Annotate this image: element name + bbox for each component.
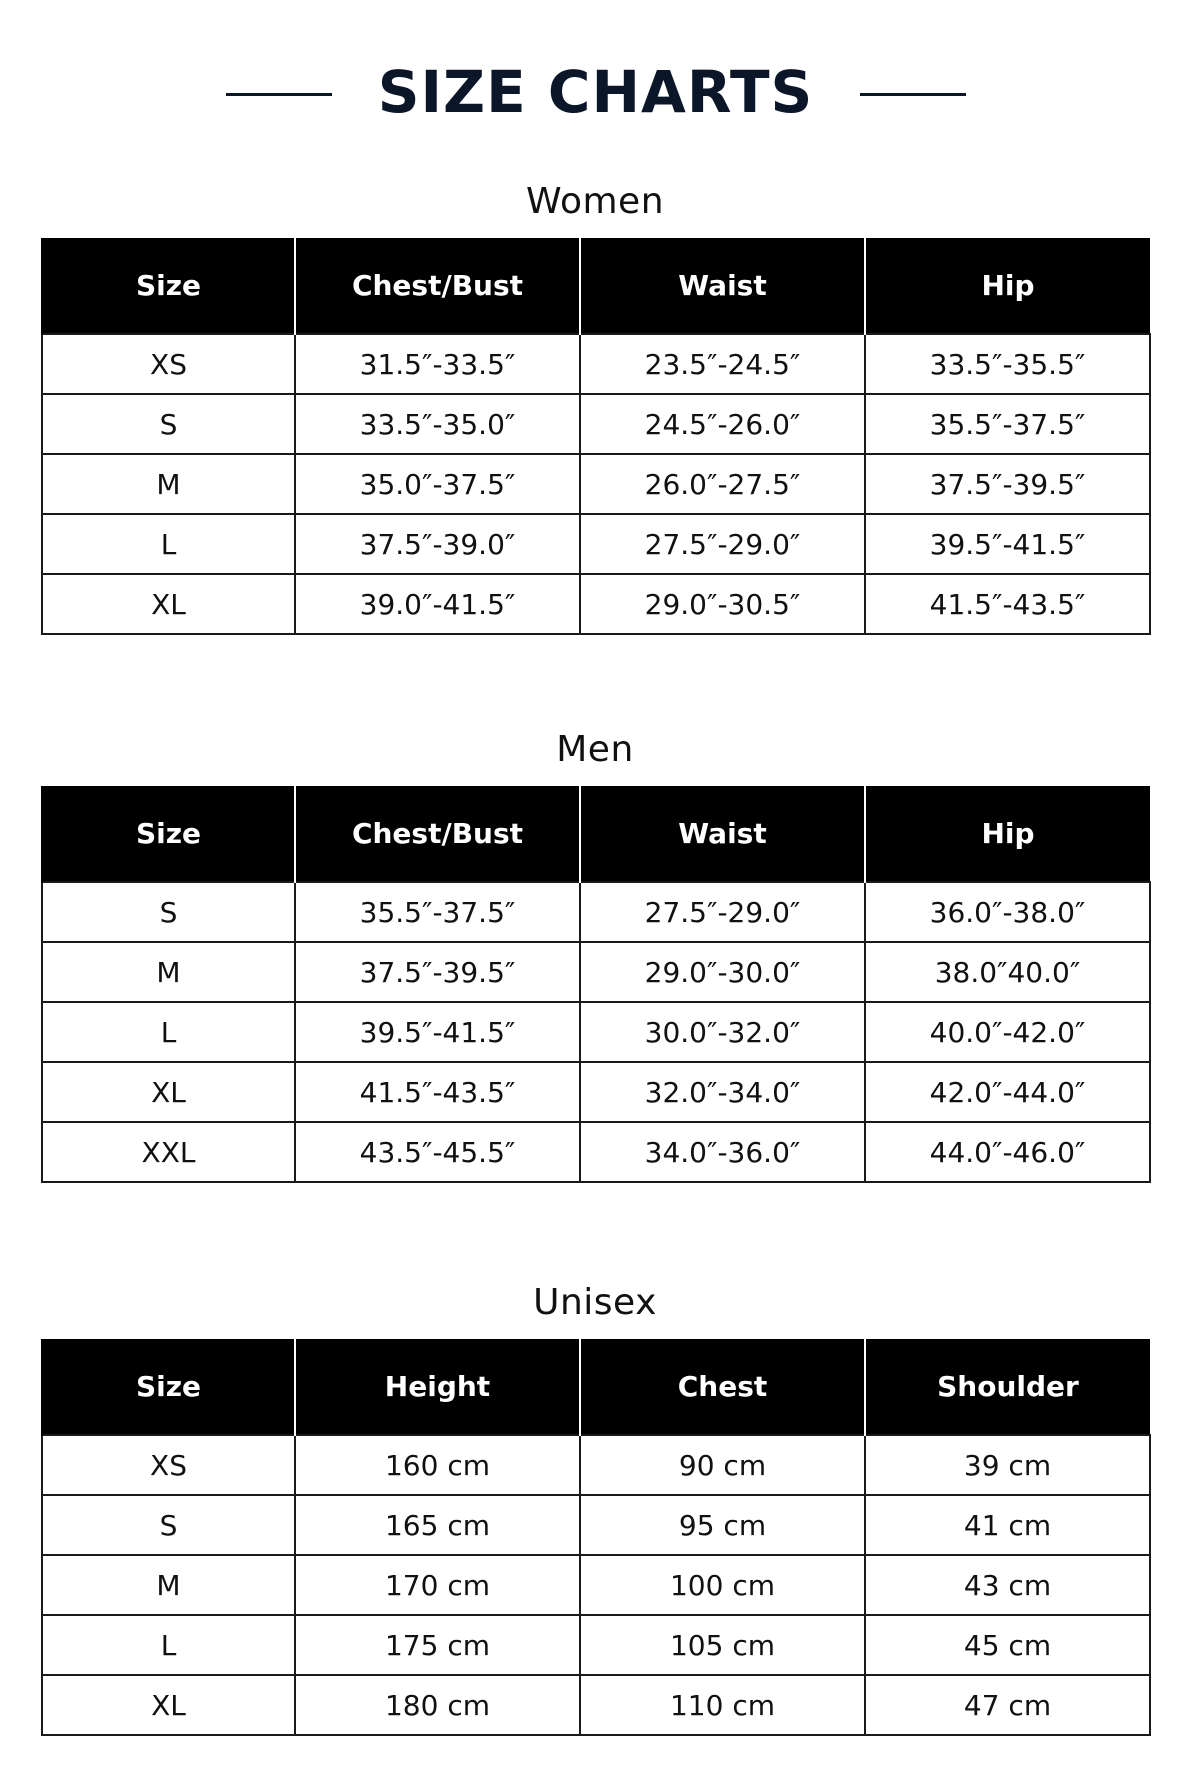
value-cell: 39.5″-41.5″	[865, 514, 1150, 574]
title-rule-right	[860, 93, 966, 96]
value-cell: 42.0″-44.0″	[865, 1062, 1150, 1122]
value-cell: 105 cm	[580, 1615, 865, 1675]
value-cell: 29.0″-30.5″	[580, 574, 865, 634]
table-row	[42, 1615, 1150, 1675]
header-cell: Size	[42, 238, 295, 334]
header-cell: Size	[42, 1339, 295, 1435]
table-row	[42, 1062, 1150, 1122]
size-cell: L	[42, 514, 295, 574]
header-cell: Height	[295, 1339, 580, 1435]
table-row	[42, 1555, 1150, 1615]
size-cell: S	[42, 882, 295, 942]
size-cell: M	[42, 454, 295, 514]
size-cell: XS	[42, 334, 295, 394]
table-row	[42, 1435, 1150, 1495]
value-cell: 40.0″-42.0″	[865, 1002, 1150, 1062]
value-cell: 37.5″-39.5″	[865, 454, 1150, 514]
header-cell: Chest/Bust	[295, 238, 580, 334]
value-cell: 23.5″-24.5″	[580, 334, 865, 394]
value-cell: 27.5″-29.0″	[580, 882, 865, 942]
value-cell: 44.0″-46.0″	[865, 1122, 1150, 1182]
header-cell: Size	[42, 786, 295, 882]
value-cell: 43 cm	[865, 1555, 1150, 1615]
size-cell: M	[42, 942, 295, 1002]
header-cell: Hip	[865, 238, 1150, 334]
header-row	[42, 238, 1150, 334]
table-row	[42, 394, 1150, 454]
table-row	[42, 1122, 1150, 1182]
value-cell: 33.5″-35.0″	[295, 394, 580, 454]
value-cell: 38.0″40.0″	[865, 942, 1150, 1002]
size-cell: M	[42, 1555, 295, 1615]
value-cell: 26.0″-27.5″	[580, 454, 865, 514]
value-cell: 35.5″-37.5″	[295, 882, 580, 942]
value-cell: 165 cm	[295, 1495, 580, 1555]
header-row	[42, 786, 1150, 882]
value-cell: 45 cm	[865, 1615, 1150, 1675]
value-cell: 30.0″-32.0″	[580, 1002, 865, 1062]
section-title: Unisex	[533, 1282, 657, 1323]
value-cell: 110 cm	[580, 1675, 865, 1735]
value-cell: 35.0″-37.5″	[295, 454, 580, 514]
value-cell: 29.0″-30.0″	[580, 942, 865, 1002]
value-cell: 39.5″-41.5″	[295, 1002, 580, 1062]
value-cell: 24.5″-26.0″	[580, 394, 865, 454]
value-cell: 33.5″-35.5″	[865, 334, 1150, 394]
value-cell: 41 cm	[865, 1495, 1150, 1555]
value-cell: 43.5″-45.5″	[295, 1122, 580, 1182]
size-cell: XS	[42, 1435, 295, 1495]
value-cell: 39.0″-41.5″	[295, 574, 580, 634]
header-cell: Waist	[580, 238, 865, 334]
header-cell: Waist	[580, 786, 865, 882]
table-row	[42, 454, 1150, 514]
value-cell: 100 cm	[580, 1555, 865, 1615]
table-row	[42, 514, 1150, 574]
table-row	[42, 882, 1150, 942]
value-cell: 41.5″-43.5″	[865, 574, 1150, 634]
table-row	[42, 574, 1150, 634]
size-cell: XL	[42, 574, 295, 634]
value-cell: 27.5″-29.0″	[580, 514, 865, 574]
header-cell: Shoulder	[865, 1339, 1150, 1435]
size-cell: S	[42, 1495, 295, 1555]
page-title: SIZE CHARTS	[377, 58, 814, 126]
size-table-unisex	[41, 1339, 1151, 1736]
value-cell: 95 cm	[580, 1495, 865, 1555]
section-title: Women	[525, 181, 665, 222]
size-cell: XL	[42, 1675, 295, 1735]
size-cell: XXL	[42, 1122, 295, 1182]
value-cell: 36.0″-38.0″	[865, 882, 1150, 942]
section-title: Men	[556, 729, 634, 770]
size-cell: S	[42, 394, 295, 454]
value-cell: 175 cm	[295, 1615, 580, 1675]
value-cell: 160 cm	[295, 1435, 580, 1495]
value-cell: 37.5″-39.0″	[295, 514, 580, 574]
value-cell: 170 cm	[295, 1555, 580, 1615]
value-cell: 31.5″-33.5″	[295, 334, 580, 394]
value-cell: 32.0″-34.0″	[580, 1062, 865, 1122]
header-cell: Chest	[580, 1339, 865, 1435]
table-row	[42, 1495, 1150, 1555]
size-table-women	[41, 238, 1151, 635]
size-cell: L	[42, 1002, 295, 1062]
value-cell: 34.0″-36.0″	[580, 1122, 865, 1182]
value-cell: 47 cm	[865, 1675, 1150, 1735]
value-cell: 35.5″-37.5″	[865, 394, 1150, 454]
value-cell: 37.5″-39.5″	[295, 942, 580, 1002]
value-cell: 180 cm	[295, 1675, 580, 1735]
header-cell: Hip	[865, 786, 1150, 882]
header-cell: Chest/Bust	[295, 786, 580, 882]
size-cell: L	[42, 1615, 295, 1675]
value-cell: 39 cm	[865, 1435, 1150, 1495]
table-row	[42, 942, 1150, 1002]
page-header	[0, 52, 1191, 132]
size-cell: XL	[42, 1062, 295, 1122]
value-cell: 41.5″-43.5″	[295, 1062, 580, 1122]
header-row	[42, 1339, 1150, 1435]
table-row	[42, 1675, 1150, 1735]
value-cell: 90 cm	[580, 1435, 865, 1495]
size-table-men	[41, 786, 1151, 1183]
table-row	[42, 334, 1150, 394]
table-row	[42, 1002, 1150, 1062]
